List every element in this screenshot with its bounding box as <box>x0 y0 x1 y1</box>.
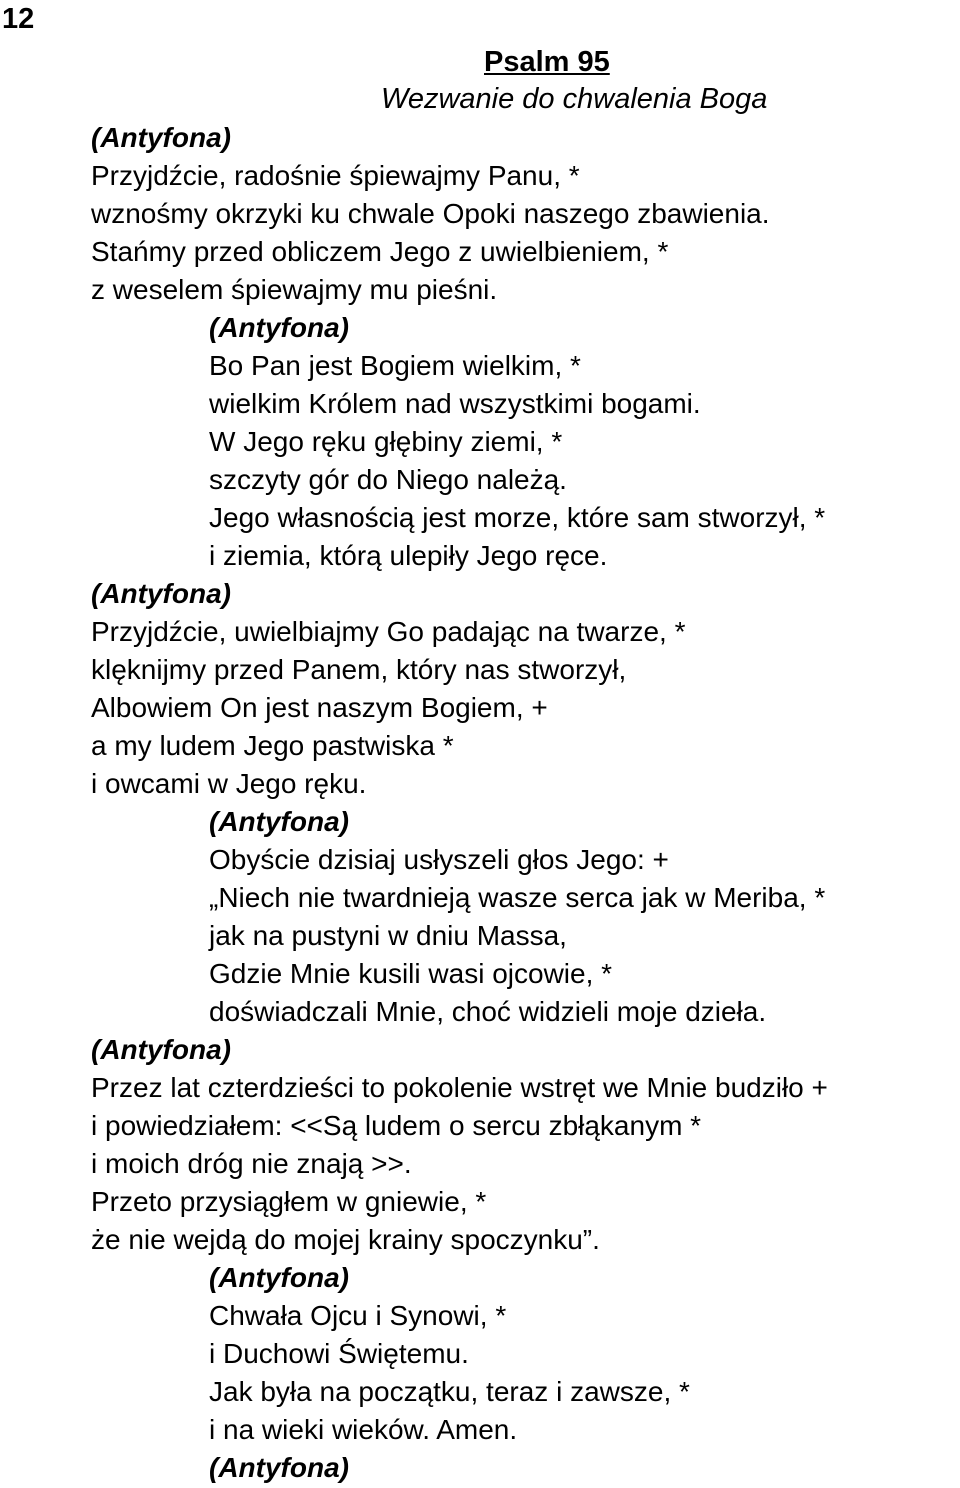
verse-line: Przyjdźcie, radośnie śpiewajmy Panu, * <box>91 160 580 191</box>
verse-line: że nie wejdą do mojej krainy spoczynku”. <box>91 1224 600 1255</box>
verse-line: Albowiem On jest naszym Bogiem, + <box>91 692 548 723</box>
verse-line: wznośmy okrzyki ku chwale Opoki naszego zbawienia. <box>91 198 770 229</box>
verse-line: z weselem śpiewajmy mu pieśni. <box>91 274 498 305</box>
verse-line: a my ludem Jego pastwiska * <box>91 730 454 761</box>
antiphon-marker: (Antyfona) <box>209 312 349 343</box>
verse-line: wielkim Królem nad wszystkimi bogami. <box>209 388 701 419</box>
verse-line: i owcami w Jego ręku. <box>91 768 367 799</box>
verse-line: Gdzie Mnie kusili wasi ojcowie, * <box>209 958 613 989</box>
antiphon-marker: (Antyfona) <box>91 1034 231 1065</box>
verse-line: i Duchowi Świętemu. <box>209 1338 469 1369</box>
verse-line: i ziemia, którą ulepiły Jego ręce. <box>209 540 608 571</box>
verse-line: jak na pustyni w dniu Massa, <box>209 920 567 951</box>
antiphon-marker: (Antyfona) <box>209 1262 349 1293</box>
page-number: 12 <box>2 3 35 35</box>
verse-line: Chwała Ojcu i Synowi, * <box>209 1300 507 1331</box>
verse-line: Przyjdźcie, uwielbiajmy Go padając na twarze, * <box>91 616 686 647</box>
verse-line: Jak była na początku, teraz i zawsze, * <box>209 1376 690 1407</box>
verse-line: szczyty gór do Niego należą. <box>209 464 567 495</box>
antiphon-marker: (Antyfona) <box>209 806 349 837</box>
verse-line: Obyście dzisiaj usłyszeli głos Jego: + <box>209 844 669 875</box>
antiphon-marker: (Antyfona) <box>91 122 231 153</box>
verse-line: Bo Pan jest Bogiem wielkim, * <box>209 350 581 381</box>
verse-line: i na wieki wieków. Amen. <box>209 1414 518 1445</box>
antiphon-marker: (Antyfona) <box>91 578 231 609</box>
verse-line: „Niech nie twardnieją wasze serca jak w Meriba, * <box>209 882 826 913</box>
verse-line: Przez lat czterdzieści to pokolenie wstręt we Mnie budziło + <box>91 1072 828 1103</box>
verse-line: Stańmy przed obliczem Jego z uwielbieniem, * <box>91 236 669 267</box>
verse-line: W Jego ręku głębiny ziemi, * <box>209 426 563 457</box>
psalm-title: Psalm 95 <box>484 46 610 78</box>
verse-line: i powiedziałem: <<Są ludem o sercu zbłąkanym * <box>91 1110 702 1141</box>
psalm-subtitle: Wezwanie do chwalenia Boga <box>381 83 768 115</box>
verse-line: Przeto przysiągłem w gniewie, * <box>91 1186 487 1217</box>
verse-line: Jego własnością jest morze, które sam stworzył, * <box>209 502 826 533</box>
antiphon-marker: (Antyfona) <box>209 1452 349 1483</box>
verse-line: doświadczali Mnie, choć widzieli moje dzieła. <box>209 996 767 1027</box>
verse-line: klęknijmy przed Panem, który nas stworzył, <box>91 654 627 685</box>
verse-line: i moich dróg nie znają >>. <box>91 1148 412 1179</box>
